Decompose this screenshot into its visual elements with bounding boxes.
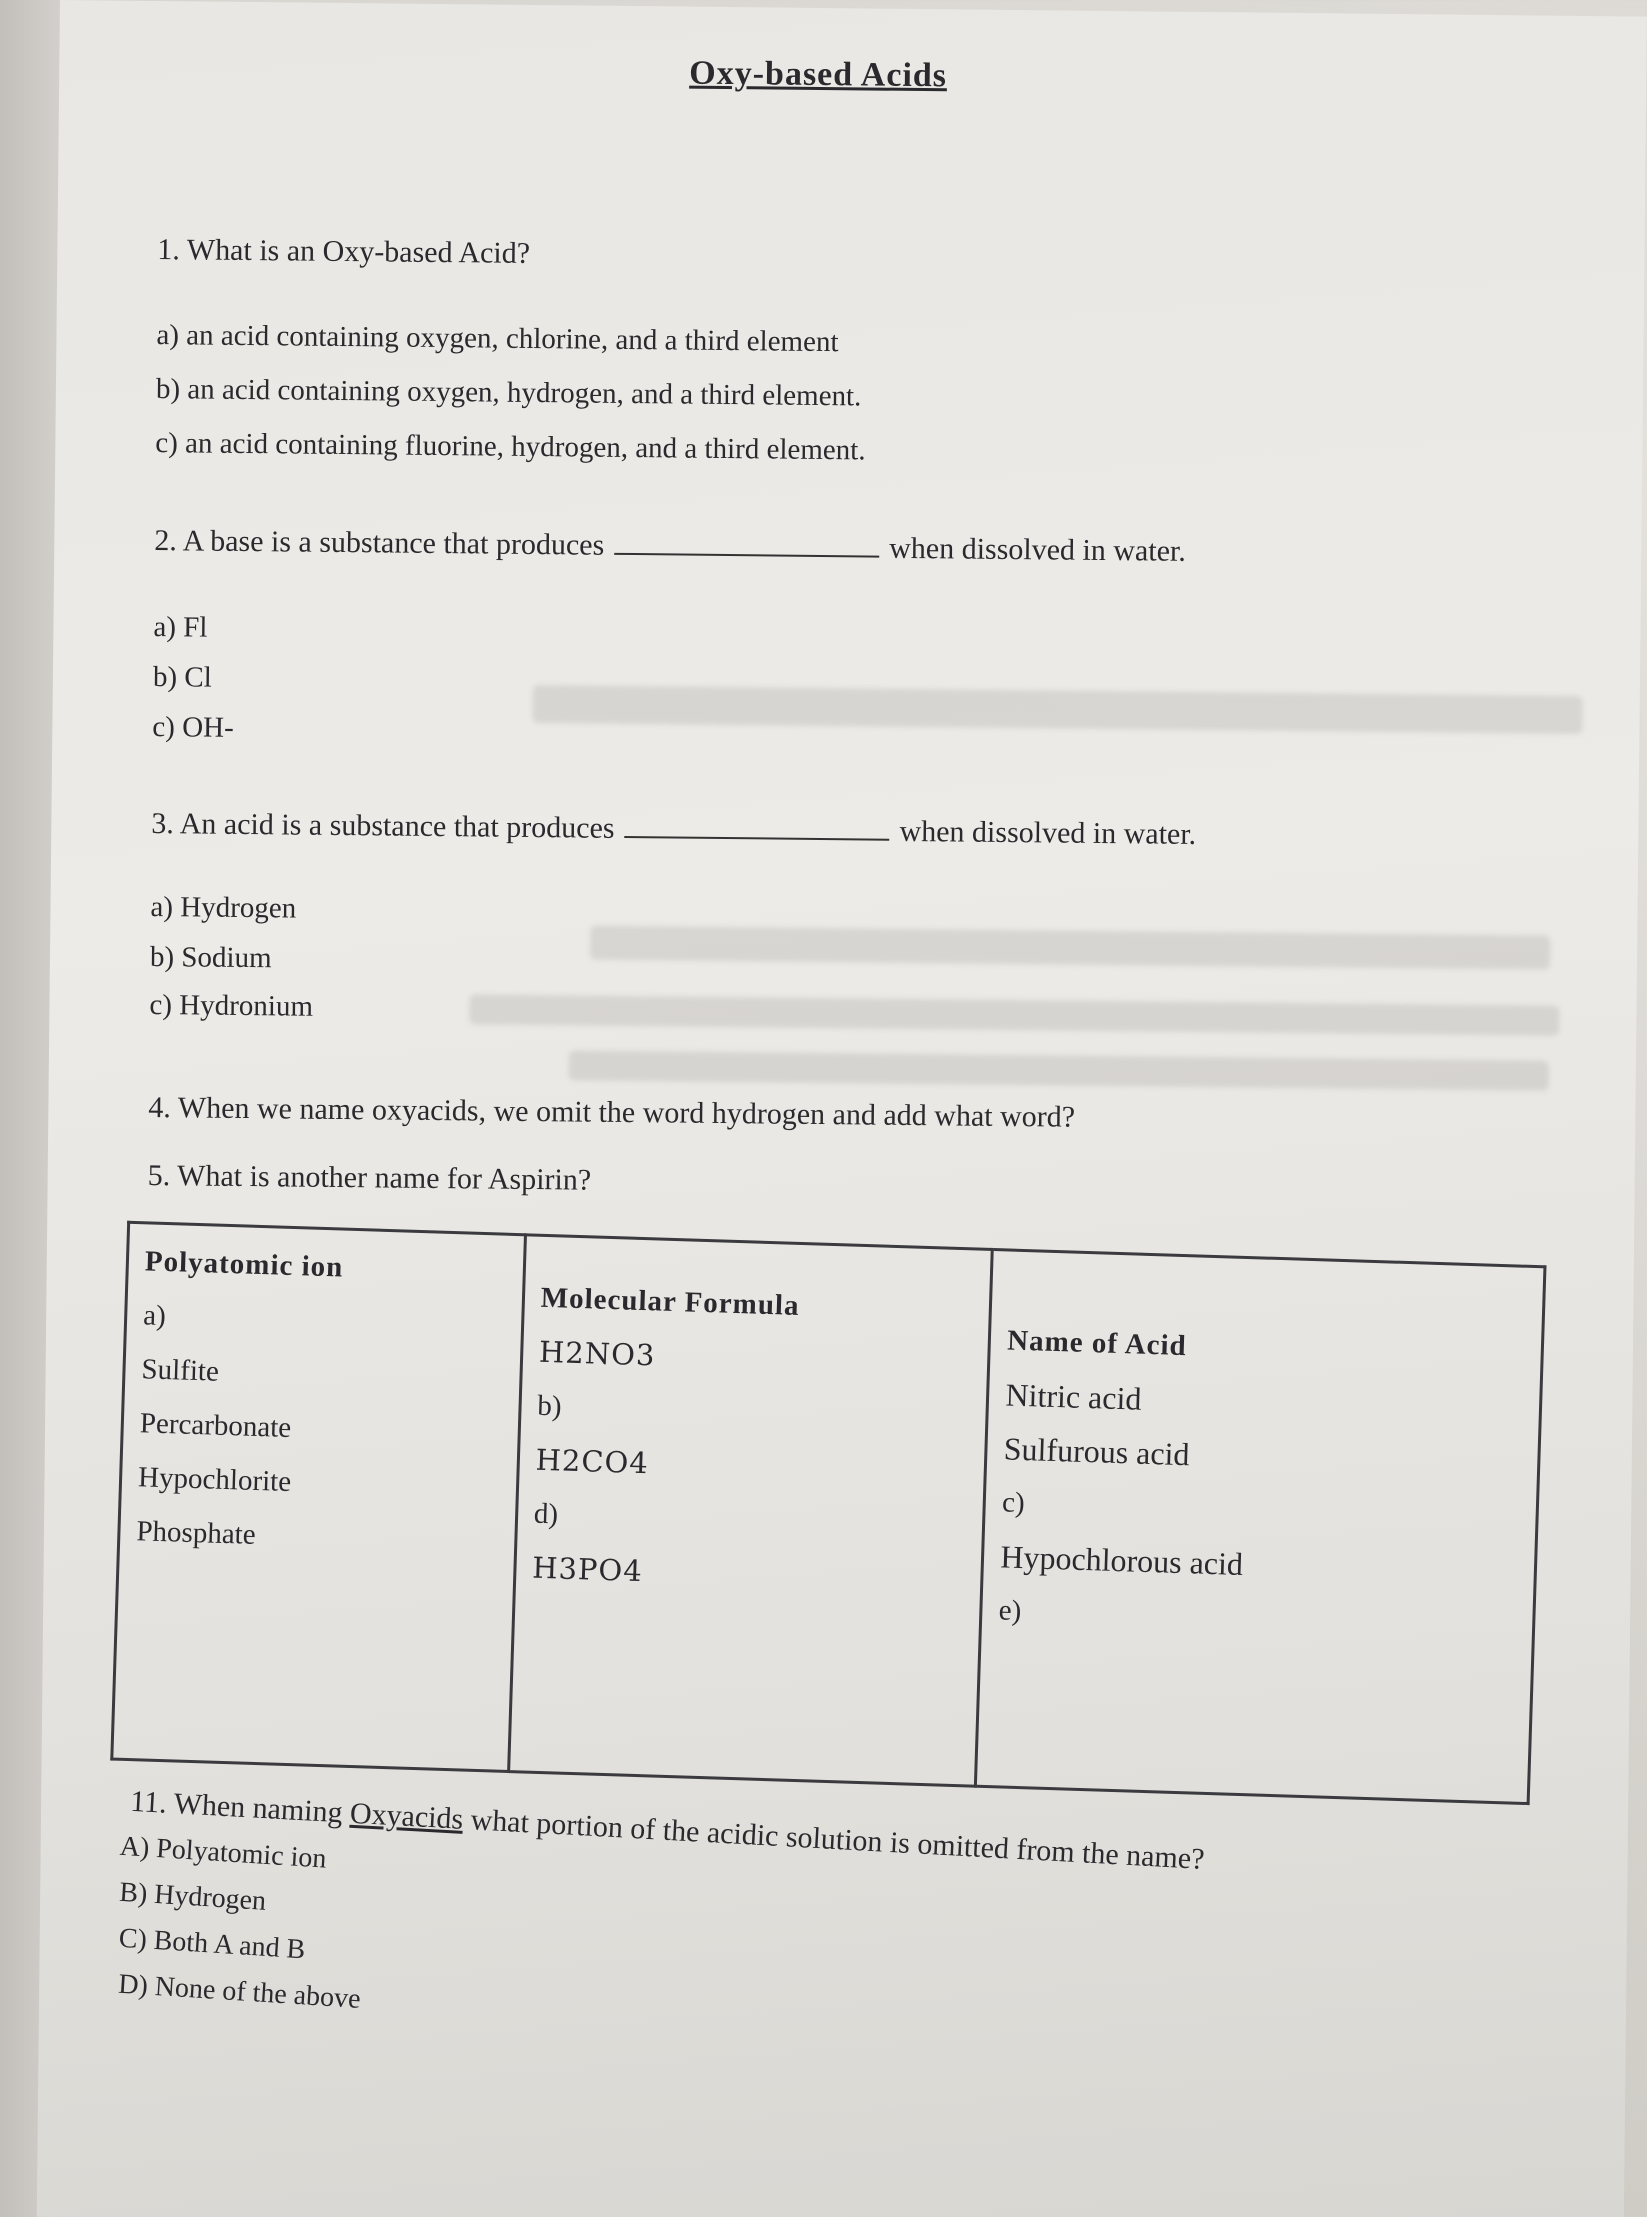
q3-text-after: when dissolved in water. — [899, 814, 1197, 851]
q2-option-b: b) Cl — [152, 661, 212, 694]
question-3 — [151, 807, 1196, 852]
q11-option-c: C) Both A and B — [117, 1922, 307, 1966]
q1-option-c: c) an acid containing fluorine, hydrogen, and a third element. — [155, 427, 866, 467]
q2-answer-blank[interactable] — [614, 553, 879, 558]
ion-sulfite: Sulfite — [141, 1353, 220, 1388]
formula-h2co4: H2CO4 — [535, 1442, 650, 1481]
header-molecular-formula: Molecular Formula — [540, 1281, 801, 1322]
question-4: 4. When we name oxyacids, we omit the word hydrogen and add what word? — [148, 1090, 1076, 1134]
formula-h2no3: H2NO3 — [538, 1334, 656, 1373]
acid-e-blank[interactable]: e) — [998, 1594, 1022, 1628]
q1-option-b: b) an acid containing oxygen, hydrogen, and a third element. — [155, 373, 862, 413]
q2-text-before: 2. A base is a substance that produces — [154, 524, 605, 562]
q11-option-b: B) Hydrogen — [118, 1876, 268, 1917]
ion-phosphate: Phosphate — [135, 1515, 257, 1551]
acid-hypochlorous: Hypochlorous acid — [999, 1538, 1244, 1582]
smudge — [469, 994, 1559, 1035]
acid-sulfurous: Sulfurous acid — [1003, 1430, 1191, 1473]
q1-option-a: a) an acid containing oxygen, chlorine, and a third element — [156, 319, 839, 359]
acid-naming-table — [110, 1221, 1546, 1805]
q11-text-suffix: what portion of the acidic solution is omitted from the name? — [469, 1803, 1206, 1876]
q3-option-b: b) Sodium — [149, 940, 272, 975]
header-polyatomic-ion: Polyatomic ion — [144, 1245, 344, 1284]
question-5: 5. What is another name for Aspirin? — [147, 1158, 592, 1197]
q2-text-after: when dissolved in water. — [889, 531, 1186, 568]
ion-percarbonate: Percarbonate — [139, 1407, 292, 1445]
q2-option-c: c) OH- — [152, 711, 234, 744]
smudge — [532, 685, 1582, 734]
header-name-of-acid: Name of Acid — [1006, 1324, 1188, 1363]
q11-text-underlined: Oxyacids — [349, 1796, 465, 1836]
smudge — [590, 926, 1550, 970]
formula-d-blank[interactable]: d) — [533, 1497, 559, 1531]
q11-option-d: D) None of the above — [117, 1968, 362, 2015]
q3-option-c: c) Hydronium — [149, 988, 314, 1023]
worksheet-page — [37, 0, 1647, 2217]
column-molecular-formula — [508, 1235, 992, 1786]
acid-nitric: Nitric acid — [1004, 1376, 1142, 1417]
smudge — [569, 1050, 1549, 1090]
ion-hypochlorite: Hypochlorite — [137, 1461, 292, 1499]
column-polyatomic-ion — [112, 1222, 525, 1771]
question-1: 1. What is an Oxy-based Acid? — [157, 233, 531, 270]
q11-text-prefix: 11. When naming — [129, 1784, 344, 1830]
q11-option-a: A) Polyatomic ion — [118, 1830, 328, 1875]
formula-h3po4: H3PO4 — [531, 1550, 644, 1589]
q3-text-before: 3. An acid is a substance that produces — [151, 807, 615, 845]
q3-option-a: a) Hydrogen — [150, 890, 297, 925]
formula-b-blank[interactable]: b) — [536, 1389, 563, 1423]
question-2 — [154, 524, 1186, 569]
page-title: Oxy-based Acids — [689, 54, 948, 95]
acid-c-blank[interactable]: c) — [1001, 1486, 1026, 1520]
column-name-of-acid — [976, 1249, 1545, 1803]
q2-option-a: a) Fl — [153, 611, 208, 644]
ion-a-blank[interactable]: a) — [142, 1299, 167, 1333]
q3-answer-blank[interactable] — [624, 836, 889, 841]
